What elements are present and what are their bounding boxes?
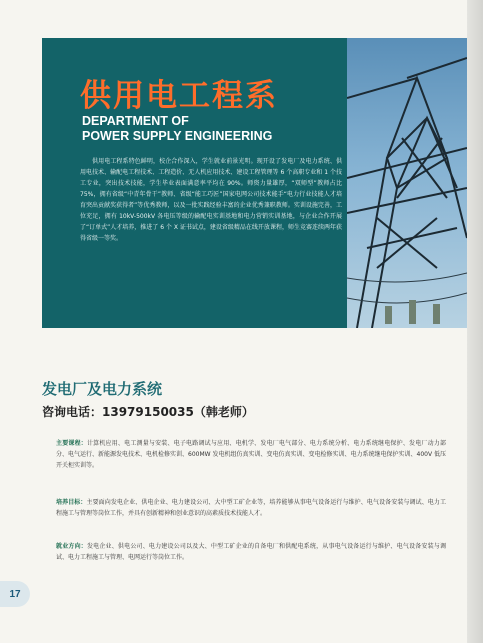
department-title-en [82, 114, 272, 144]
page-number: 17 [0, 581, 30, 607]
training-goal-text: 主要面向发电企业、供电企业、电力建设公司、大中型工矿企业等，培养能够从事电气设备运行与维护、电气设备安装与调试、电力工程施工与管理等岗位工作，并具有创新精神和创业意识的高素质技术技能人才。 [56, 499, 446, 517]
department-title-en-line2: POWER SUPPLY ENGINEERING [82, 129, 273, 143]
department-title-en-line1: DEPARTMENT OF [82, 114, 189, 128]
main-courses-text: 计算机应用、电工测量与安装、电子电路调试与应用、电机学、发电厂电气部分、电力系统分析、电力系统继电保护、发电厂动力部分、电气运行、新能源发电技术、电机检修实训、600MW 发电机组仿真实训、变电仿真实训、变电检修实训、电力系统继电保护实训、400V 低压开关柜实训等。 [56, 440, 446, 469]
contact-phone: 咨询电话：13979150035（韩老师） [42, 405, 254, 419]
main-courses-label: 主要课程： [56, 440, 87, 447]
section-title: 发电厂及电力系统 [42, 380, 163, 398]
department-intro: 供用电工程系特色鲜明，校企合作深入，学生就业前景光明。现开设了发电厂及电力系统、供用电技术、输配电工程技术、工程造价、无人机应用技术、建设工程管理等 6 个高职专业和 1 个技工专业，突出技术技能，学生毕业表面满意率平均在 90%。师资力量雄厚，“双师型”教师占比 75%，拥有省级“中青年骨干”教师、省级“能工巧匠”国家电网公司技术能手“电力行业技能人才培育突出贡献奖获得者”等优秀教师，以及一批实践经验丰富的企业优秀兼职教师。实训设施完善，工位充足，拥有 10kV-500kV 各电压等级的输配电实训基地和电力营销实训基地，与企业合作开展了“订单式”人才培养，推进了 6 个 X 证书试点，建设省级精品在线开放课程，师生竞赛连续两年获得省级一等奖。 [80, 158, 342, 242]
power-tower-photo [347, 38, 467, 328]
department-title-cn: 供用电工程系 [80, 78, 278, 114]
career-direction-text: 发电企业、供电公司、电力建设公司以及大、中型工矿企业的自备电厂和供配电系统，从事电气设备运行与维护、电气设备安装与调试、电力工程施工与管理、电网运行等岗位工作。 [56, 543, 446, 561]
career-direction-label: 就业方向： [56, 543, 87, 550]
career-direction-paragraph [56, 541, 446, 563]
main-courses-paragraph [56, 438, 446, 471]
hero-banner [42, 38, 467, 328]
transmission-tower-illustration [347, 38, 467, 328]
training-goal-paragraph [56, 497, 446, 519]
page-edge-strip [467, 0, 483, 643]
training-goal-label: 培养目标： [56, 499, 87, 506]
